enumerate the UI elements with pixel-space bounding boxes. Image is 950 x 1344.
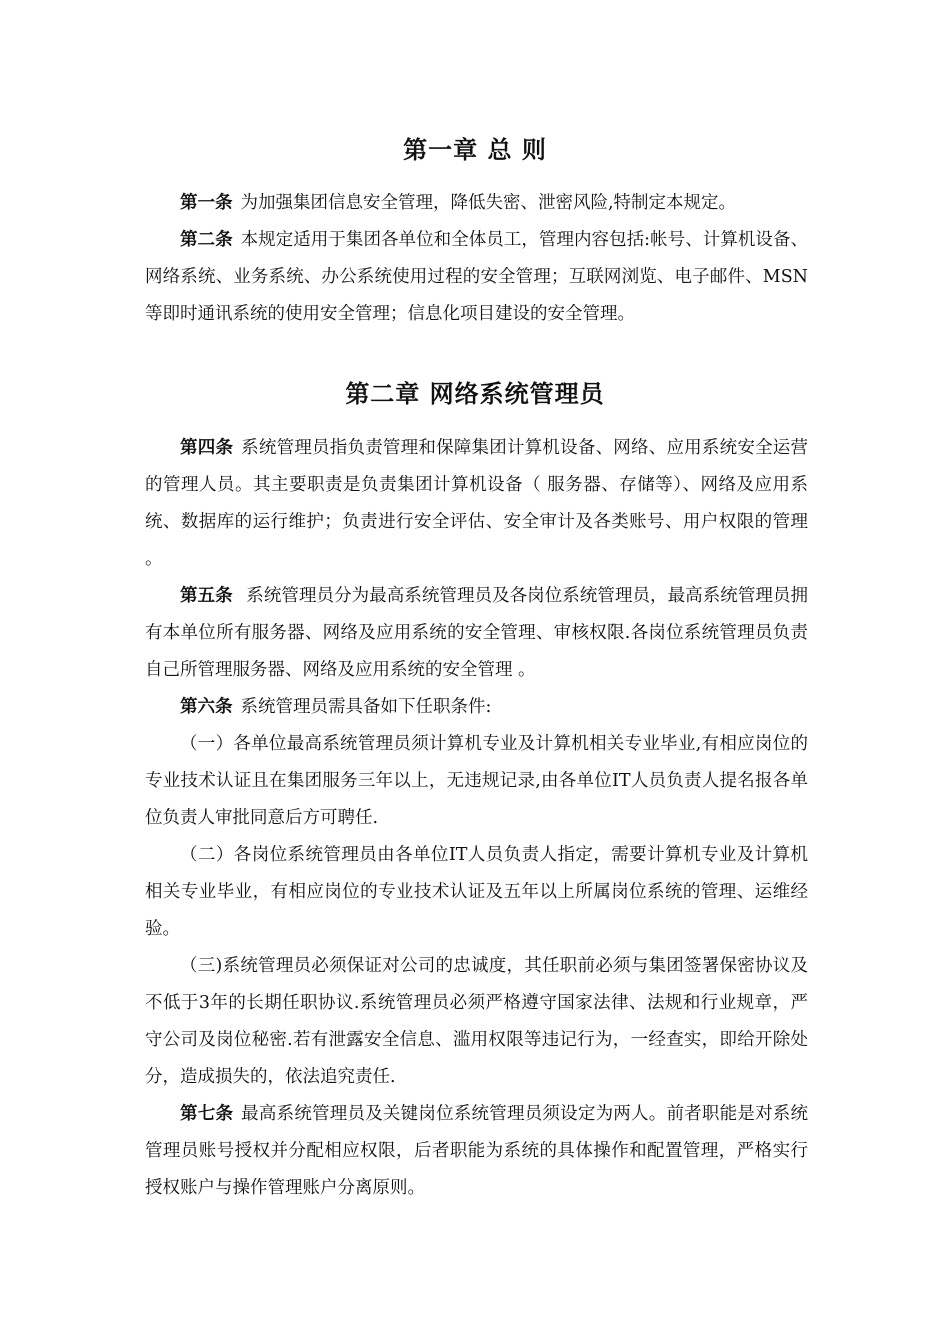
article-5-label: 第五条 [180,586,233,606]
article-5-text: 系统管理员分为最高系统管理员及各岗位系统管理员，最高系统管理员拥有本单位所有服务器、网络及应用系统的安全管理、审核权限.各岗位系统管理员负责自己所管理服务器、网络及应用系统的安全管理 。 [145,586,809,680]
article-7-label: 第七条 [180,1104,234,1124]
chapter-2-title: 第二章 网络系统管理员 [345,380,605,408]
article-6-item-3 [145,948,808,1096]
article-1-label: 第一条 [180,193,233,213]
article-7 [145,1096,808,1207]
chapter-2-body [145,430,808,1207]
chapter-1-title: 第一章 总 则 [403,136,547,164]
article-4 [145,430,808,578]
article-4-label: 第四条 [180,438,234,458]
article-6-item-1 [145,726,808,837]
article-6-item-2-text: （二）各岗位系统管理员由各单位IT人员负责人指定，需要计算机专业及计算机相关专业毕业，有相应岗位的专业技术认证及五年以上所属岗位系统的管理、运维经验。 [145,845,808,939]
article-6-item-1-text: （一）各单位最高系统管理员须计算机专业及计算机相关专业毕业,有相应岗位的专业技术认证且在集团服务三年以上，无违规记录,由各单位IT人员负责人提名报各单位负责人审批同意后方可聘任. [145,734,808,828]
article-6-item-3-text: （三)系统管理员必须保证对公司的忠诚度，其任职前必须与集团签署保密协议及不低于3年的长期任职协议.系统管理员必须严格遵守国家法律、法规和行业规章，严守公司及岗位秘密.若有泄露安全信息、滥用权限等违记行为，一经查实，即给开除处分，造成损失的，依法追究责任. [145,956,808,1087]
article-5 [145,578,808,689]
article-2 [145,222,808,333]
article-1 [145,185,808,222]
chapter-1-body [145,185,808,333]
article-6 [145,689,808,726]
article-1-text: 为加强集团信息安全管理，降低失密、泄密风险,特制定本规定。 [240,193,737,213]
article-4-text: 系统管理员指负责管理和保障集团计算机设备、网络、应用系统安全运营的管理人员。其主要职责是负责集团计算机设备（ 服务器、存储等）、网络及应用系统、数据库的运行维护；负责进行安全评估、安全审计及各类账号、用户权限的管理 。 [145,438,809,569]
article-2-text: 本规定适用于集团各单位和全体员工，管理内容包括:帐号、计算机设备、网络系统、业务系统、办公系统使用过程的安全管理；互联网浏览、电子邮件、MSN等即时通讯系统的使用安全管理；信息化项目建设的安全管理。 [145,230,808,324]
article-6-item-2 [145,837,808,948]
article-6-text: 系统管理员需具备如下任职条件: [240,697,492,717]
article-7-text: 最高系统管理员及关键岗位系统管理员须设定为两人。前者职能是对系统管理员账号授权并分配相应权限，后者职能为系统的具体操作和配置管理，严格实行授权账户与操作管理账户分离原则。 [145,1104,809,1198]
article-2-label: 第二条 [180,230,233,250]
article-6-label: 第六条 [180,697,233,717]
